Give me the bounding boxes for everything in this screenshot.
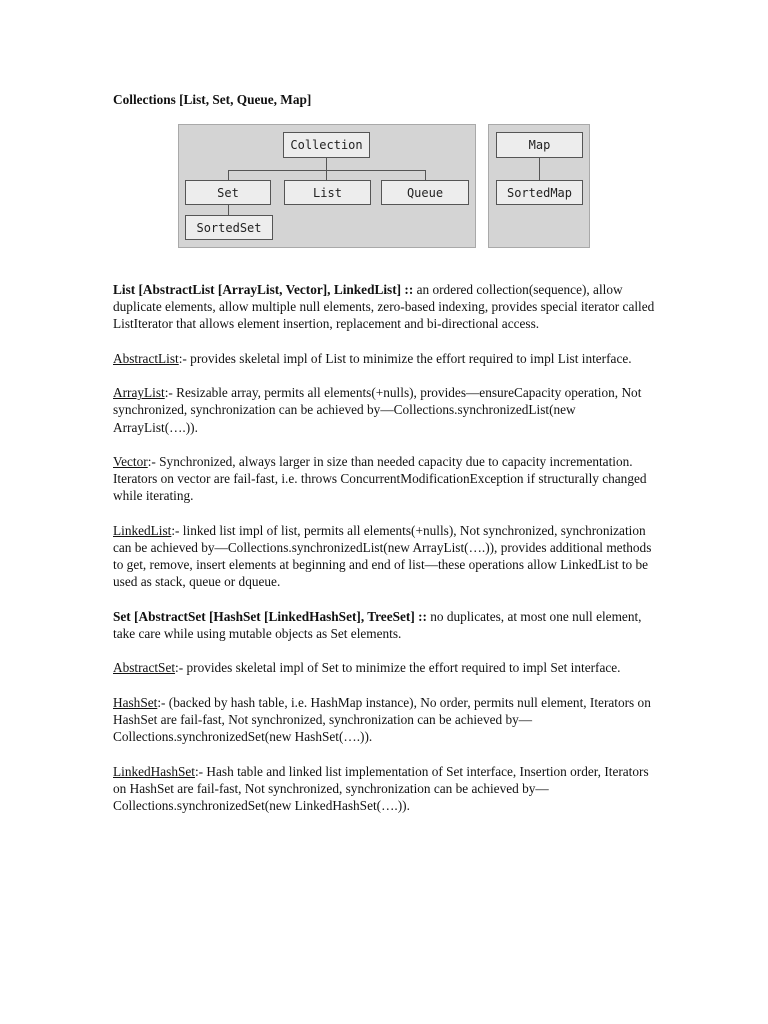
paragraph-term: List [AbstractList [ArrayList, Vector], LinkedList] ::: [113, 282, 414, 297]
paragraph-hashset: [113, 694, 658, 746]
queue-node: Queue: [381, 180, 469, 205]
paragraph-text: :- Synchronized, always larger in size than needed capacity due to capacity incrementation. Iterators on vector are fail-fast, i.e. throws ConcurrentModificationException if structurally changed while iterating.: [113, 453, 647, 504]
paragraph-text: :- (backed by hash table, i.e. HashMap instance), No order, permits null element, Iterators on HashSet are fail-fast, Not synchronized, synchronization can be achieved by—Collections.synchronizedSet(new HashSet(….)).: [113, 694, 651, 745]
connector-horizontal: [228, 170, 426, 171]
set-node: Set: [185, 180, 271, 205]
paragraph-text: :- Hash table and linked list implementation of Set interface, Insertion order, Iterators on HashSet are fail-fast, Not synchronized, synchronization can be achieved by—Collections.synchronizedSet(new LinkedHashSet(….)).: [113, 763, 649, 813]
paragraph-linkedlist: [113, 522, 658, 591]
paragraph-term: Vector: [113, 453, 148, 469]
body-text: [113, 281, 658, 831]
connector-to-queue: [425, 170, 426, 180]
list-node: List: [284, 180, 371, 205]
paragraph-abstractset: [113, 659, 658, 676]
connector-map-to-sortedmap: [539, 158, 540, 180]
paragraph-term: AbstractSet: [113, 660, 176, 676]
paragraph-term: ArrayList: [113, 385, 165, 401]
paragraph-text: :- provides skeletal impl of Set to minimize the effort required to impl Set interface.: [175, 660, 621, 676]
paragraph-text: no duplicates, at most one null element, take care while using mutable objects as Set elements.: [113, 608, 642, 641]
paragraph-term: AbstractList: [113, 350, 179, 366]
page-title: Collections [List, Set, Queue, Map]: [113, 92, 312, 107]
paragraph-term: Set [AbstractSet [HashSet [LinkedHashSet], TreeSet] ::: [113, 608, 427, 624]
paragraph-text: an ordered collection(sequence), allow duplicate elements, allow multiple null elements, zero-based indexing, provides special iterator called ListIterator that allows element insertion, replacement and bi-directional access.: [113, 282, 655, 332]
paragraph-text: :- linked list impl of list, permits all elements(+nulls), Not synchronized, synchronization can be achieved by—Collections.synchronizedList(new ArrayList(….)), provides additional methods to get, remove, insert elements at beginning and end of list—these operations allow LinkedList to be used as stack, queue or dqueue.: [113, 522, 652, 590]
paragraph-term: HashSet: [113, 694, 158, 710]
paragraph-term: LinkedList: [113, 522, 172, 538]
paragraph-abstractlist: [113, 350, 658, 367]
paragraph-linkedhashset: [113, 763, 658, 815]
paragraph-set: [113, 608, 658, 642]
paragraph-text: :- provides skeletal impl of List to minimize the effort required to impl List interface.: [178, 350, 632, 366]
collection-node: Collection: [283, 132, 370, 158]
sortedset-node: SortedSet: [185, 215, 273, 240]
paragraph-list: [113, 281, 658, 333]
connector-to-set: [228, 170, 229, 180]
paragraph-text: :- Resizable array, permits all elements(+nulls), provides—ensureCapacity operation, Not synchronized, synchronization can be achieved by—Collections.synchronizedList(new ArrayList(….)).: [113, 385, 642, 435]
connector-set-to-sortedset: [228, 205, 229, 215]
sortedmap-node: SortedMap: [496, 180, 583, 205]
connector-to-list: [326, 170, 327, 180]
paragraph-term: LinkedHashSet: [113, 763, 195, 779]
connector-collection-down: [326, 158, 327, 170]
collections-hierarchy-diagram: [178, 124, 654, 248]
paragraph-vector: [113, 453, 658, 505]
map-node: Map: [496, 132, 583, 158]
paragraph-arraylist: [113, 384, 658, 436]
